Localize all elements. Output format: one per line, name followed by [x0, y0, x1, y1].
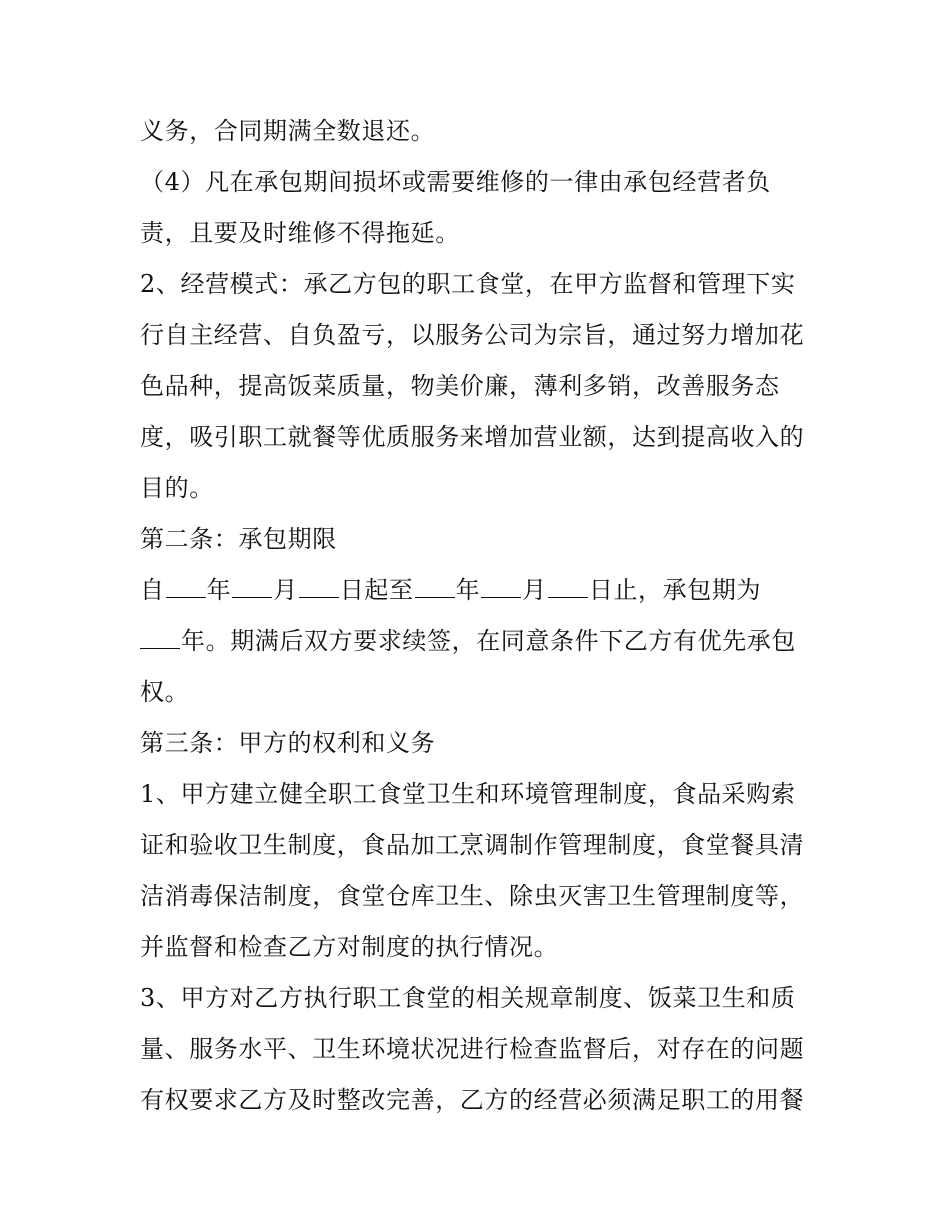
text-line: 证和验收卫生制度，食品加工烹调制作管理制度，食堂餐具清	[140, 831, 805, 859]
day-blank	[299, 575, 339, 598]
year-blank	[415, 575, 455, 598]
month-blank	[481, 575, 521, 598]
term-text: 月	[522, 576, 547, 604]
text-line: 义务，合同期满全数退还。	[140, 117, 436, 145]
term-text: 年	[206, 576, 232, 604]
period-blank	[140, 626, 180, 649]
term-text: 月	[273, 576, 298, 604]
year-blank	[166, 575, 206, 598]
text-line: 目的。	[140, 474, 214, 502]
section-heading: 第二条：承包期限	[140, 525, 337, 553]
text-line: 责，且要及时维修不得拖延。	[140, 219, 460, 247]
text-line: 色品种，提高饭菜质量，物美价廉，薄利多销，改善服务态	[140, 372, 780, 400]
text-line: 量、服务水平、卫生环境状况进行检查监督后，对存在的问题	[140, 1035, 805, 1063]
text-line: （4）凡在承包期间损坏或需要维修的一律由承包经营者负	[140, 168, 771, 196]
text-line: 度，吸引职工就餐等优质服务来增加营业额，达到提高收入的	[140, 423, 805, 451]
text-line: 1、甲方建立健全职工食堂卫生和环境管理制度，食品采购索	[140, 780, 796, 808]
term-text: 年。期满后双方要求续签，在同意条件下乙方有优先承包	[181, 627, 796, 655]
term-line	[140, 574, 761, 606]
text-line: 2、经营模式：承乙方包的职工食堂，在甲方监督和管理下实	[140, 270, 796, 298]
text-line: 并监督和检查乙方对制度的执行情况。	[140, 933, 559, 961]
text-line: 行自主经营、自负盈亏，以服务公司为宗旨，通过努力增加花	[140, 321, 805, 349]
term-text: 年	[455, 576, 481, 604]
term-text: 自	[140, 576, 165, 604]
text-line: 3、甲方对乙方执行职工食堂的相关规章制度、饭菜卫生和质	[140, 984, 796, 1012]
term-text: 日起至	[339, 576, 414, 604]
text-line: 有权要求乙方及时整改完善，乙方的经营必须满足职工的用餐	[140, 1086, 805, 1114]
text-line: 洁消毒保洁制度，食堂仓库卫生、除虫灭害卫生管理制度等，	[140, 882, 805, 910]
month-blank	[232, 575, 272, 598]
text-line: 权。	[140, 678, 190, 706]
term-text: 日止，承包期为	[588, 576, 762, 604]
section-heading: 第三条：甲方的权利和义务	[140, 729, 436, 757]
term-line-2	[140, 625, 796, 657]
day-blank	[548, 575, 588, 598]
